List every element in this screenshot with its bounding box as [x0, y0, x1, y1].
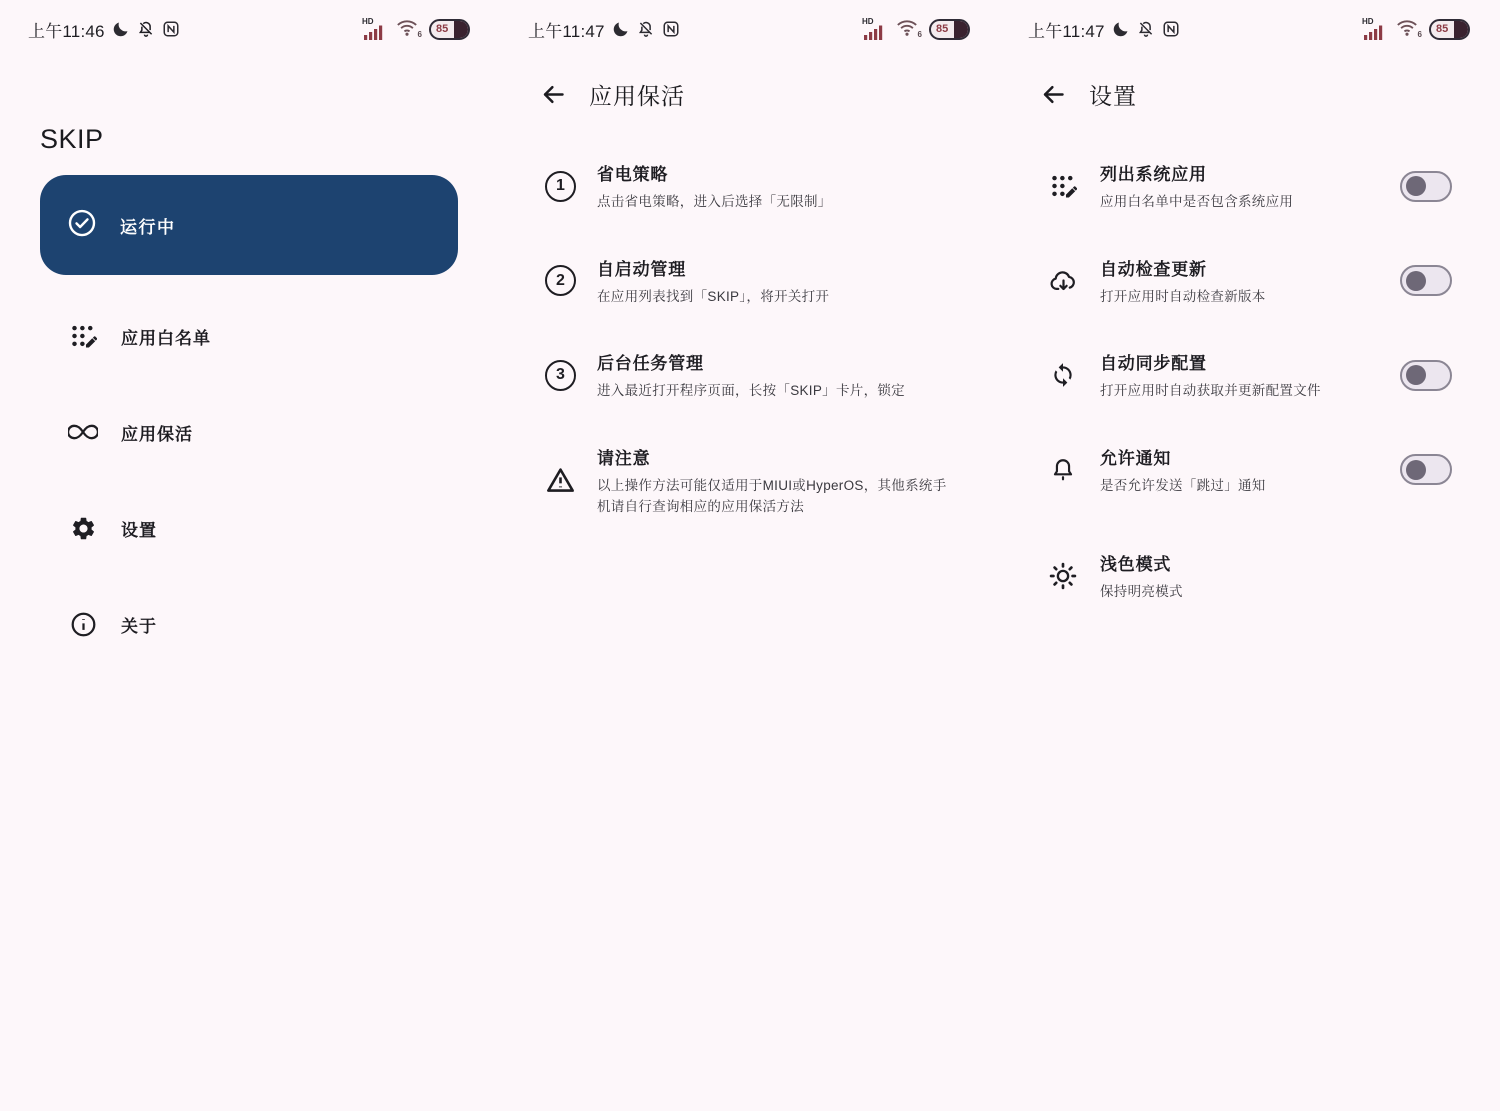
page-header — [540, 76, 1000, 112]
step-subtitle: 在应用列表找到「SKIP」，将开关打开 — [597, 288, 830, 304]
page-header — [1040, 76, 1500, 112]
cell-signal-icon — [1362, 18, 1387, 40]
wifi-icon — [396, 19, 420, 39]
brightness-icon — [1048, 562, 1078, 590]
wifi-icon — [896, 19, 920, 39]
screen-home — [0, 0, 500, 1111]
back-button[interactable] — [540, 81, 567, 108]
cell-signal-icon — [862, 18, 887, 40]
setting-subtitle: 打开应用时自动检查新版本 — [1100, 288, 1266, 304]
step-number-icon: 1 — [545, 171, 576, 202]
clock: 上午11:47 — [528, 21, 605, 41]
sync-icon — [1048, 362, 1078, 388]
battery-percent: 85 — [436, 22, 449, 35]
wifi-icon — [1396, 19, 1420, 39]
battery-icon — [929, 19, 970, 40]
toggle-list-system-apps[interactable] — [1400, 171, 1452, 202]
setting-light-mode[interactable] — [1048, 550, 1452, 603]
setting-list-system-apps[interactable] — [1048, 160, 1452, 213]
step-number-icon: 3 — [545, 360, 576, 391]
setting-title: 自动检查更新 — [1100, 259, 1207, 279]
info-icon — [68, 611, 98, 638]
keepalive-steps — [500, 160, 1000, 518]
hd-badge: HD — [862, 17, 874, 26]
dnd-moon-icon — [1112, 20, 1130, 38]
setting-title: 自动同步配置 — [1100, 354, 1207, 373]
nfc-icon — [1162, 20, 1180, 38]
hd-badge: HD — [362, 17, 374, 26]
battery-percent: 85 — [1436, 22, 1449, 35]
screen-settings — [1000, 0, 1500, 1111]
menu-item-keepalive[interactable] — [0, 384, 500, 480]
page-title: 应用保活 — [589, 82, 685, 109]
menu-item-whitelist[interactable] — [0, 288, 500, 384]
toggle-auto-sync[interactable] — [1400, 360, 1452, 391]
toggle-thumb — [1406, 365, 1426, 385]
notifications-off-icon — [137, 20, 155, 38]
page-title: 设置 — [1089, 82, 1137, 109]
notice-title: 请注意 — [597, 448, 651, 468]
wifi6-badge: 6 — [1417, 30, 1422, 39]
warning-triangle-icon — [545, 465, 576, 496]
toggle-thumb — [1406, 271, 1426, 291]
nfc-icon — [662, 20, 680, 38]
running-status-label: 运行中 — [120, 217, 176, 237]
toggle-auto-update[interactable] — [1400, 265, 1452, 296]
menu-item-label: 应用白名单 — [121, 328, 211, 348]
notifications-off-icon — [637, 20, 655, 38]
toggle-thumb — [1406, 176, 1426, 196]
status-bar — [1000, 0, 1500, 46]
toggle-thumb — [1406, 460, 1426, 480]
step-subtitle: 进入最近打开程序页面，长按「SKIP」卡片，锁定 — [597, 383, 905, 398]
dnd-moon-icon — [612, 20, 630, 38]
battery-icon — [1429, 19, 1470, 40]
toggle-allow-notifications[interactable] — [1400, 454, 1452, 485]
notice-subtitle: 以上操作方法可能仅适用于MIUI或HyperOS，其他系统手机请自行查询相应的应用保活方法 — [597, 477, 947, 514]
step-title: 后台任务管理 — [597, 354, 704, 373]
back-button[interactable] — [1040, 81, 1067, 108]
check-circle-icon — [67, 208, 97, 243]
menu-item-about[interactable] — [0, 576, 500, 672]
setting-auto-sync[interactable] — [1048, 349, 1452, 402]
setting-title: 列出系统应用 — [1100, 165, 1207, 184]
step-title: 省电策略 — [597, 165, 669, 184]
gear-icon — [68, 515, 98, 542]
menu-item-label: 设置 — [121, 520, 157, 540]
status-bar — [0, 0, 500, 46]
setting-auto-update[interactable] — [1048, 255, 1452, 308]
settings-list — [1000, 160, 1500, 603]
dnd-moon-icon — [112, 20, 130, 38]
clock: 上午11:47 — [1028, 21, 1105, 41]
app-title: SKIP — [40, 124, 104, 154]
notifications-off-icon — [1137, 20, 1155, 38]
clock: 上午11:46 — [28, 21, 105, 41]
apps-edit-icon — [1048, 173, 1078, 200]
setting-subtitle: 是否允许发送「跳过」通知 — [1100, 477, 1266, 493]
setting-title: 允许通知 — [1100, 448, 1172, 468]
battery-icon — [429, 19, 470, 40]
cloud-download-icon — [1048, 268, 1078, 293]
running-status-card[interactable] — [40, 175, 458, 275]
step-background-task — [545, 349, 960, 402]
step-title: 自启动管理 — [597, 259, 686, 279]
step-subtitle: 点击省电策略，进入后选择「无限制」 — [597, 194, 832, 209]
step-number-icon: 2 — [545, 265, 576, 296]
step-autostart — [545, 255, 960, 308]
apps-edit-icon — [68, 323, 98, 350]
menu-item-label: 关于 — [121, 616, 157, 636]
wifi6-badge: 6 — [417, 30, 422, 39]
setting-subtitle: 保持明亮模式 — [1100, 584, 1183, 599]
battery-percent: 85 — [936, 22, 949, 35]
setting-subtitle: 打开应用时自动获取并更新配置文件 — [1100, 383, 1321, 398]
status-bar — [500, 0, 1000, 46]
setting-subtitle: 应用白名单中是否包含系统应用 — [1100, 194, 1294, 209]
menu-item-label: 应用保活 — [121, 424, 193, 444]
nfc-icon — [162, 20, 180, 38]
menu-item-settings[interactable] — [0, 480, 500, 576]
wifi6-badge: 6 — [917, 30, 922, 39]
setting-title: 浅色模式 — [1100, 555, 1172, 574]
notice-row — [545, 444, 960, 518]
infinity-icon — [68, 421, 98, 443]
home-menu — [0, 288, 500, 672]
bell-icon — [1048, 457, 1078, 483]
screen-keepalive — [500, 0, 1000, 1111]
hd-badge: HD — [1362, 17, 1374, 26]
step-power-policy — [545, 160, 960, 213]
setting-allow-notifications[interactable] — [1048, 444, 1452, 497]
cell-signal-icon — [362, 18, 387, 40]
